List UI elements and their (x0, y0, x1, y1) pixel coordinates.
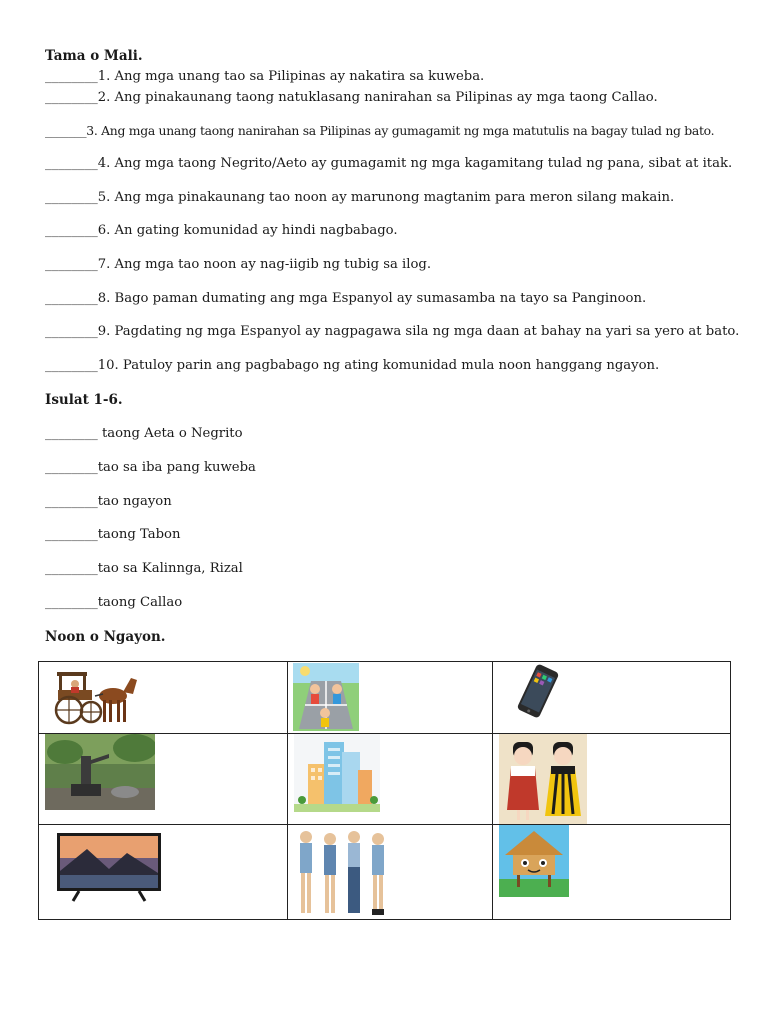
grid-cell-2-3[interactable] (493, 734, 731, 825)
nipa-hut-image (499, 825, 569, 897)
answer-blank[interactable]: ________ (45, 257, 98, 272)
answer-blank[interactable]: ________ (45, 595, 98, 610)
item-text: 1. Ang mga unang tao sa Pilipinas ay nakatira sa kuweba. (97, 69, 485, 84)
true-false-item-8 (45, 290, 646, 308)
item-text: 5. Ang mga pinakaunang tao noon ay marunong magtanim para meron silang makain. (97, 190, 675, 205)
true-false-item-2 (45, 89, 658, 107)
answer-blank[interactable]: ________ (45, 358, 98, 373)
item-text: taong Aeta o Negrito (97, 426, 243, 441)
children-playing-image (293, 663, 359, 731)
horse-carriage-image (51, 666, 141, 728)
true-false-item-7 (45, 256, 431, 274)
answer-blank[interactable]: _______ (45, 123, 87, 138)
answer-blank[interactable]: ________ (45, 527, 98, 542)
grid-cell-1-1[interactable] (39, 662, 288, 734)
picture-grid (38, 661, 731, 920)
true-false-item-3 (45, 122, 714, 140)
true-false-item-1 (45, 68, 484, 86)
item-text: taong Callao (97, 595, 183, 610)
answer-blank[interactable]: ________ (45, 223, 98, 238)
answer-blank[interactable]: ________ (45, 90, 98, 105)
true-false-item-10 (45, 357, 659, 375)
water-pump-image (45, 734, 155, 810)
grid-cell-3-3[interactable] (493, 825, 731, 920)
answer-blank[interactable]: ________ (45, 426, 98, 441)
item-text: 10. Patuloy parin ang pagbabago ng ating komunidad mula noon hanggang ngayon. (97, 358, 660, 373)
write-item-5 (45, 560, 243, 578)
smartphone-image (511, 664, 565, 718)
answer-blank[interactable]: ________ (45, 190, 98, 205)
grid-cell-2-1[interactable] (39, 734, 288, 825)
grid-cell-3-2[interactable] (288, 825, 493, 920)
section-title-noon-o-ngayon: Noon o Ngayon. (45, 629, 166, 645)
item-text: 9. Pagdating ng mga Espanyol ay nagpagawa sila ng mga daan at bahay na yari sa yero at bato. (97, 324, 740, 339)
item-text: tao ngayon (97, 494, 172, 509)
write-item-6 (45, 594, 182, 612)
item-text: 7. Ang mga tao noon ay nag-iigib ng tubig sa ilog. (97, 257, 432, 272)
answer-blank[interactable]: ________ (45, 69, 98, 84)
write-item-1 (45, 425, 243, 443)
write-item-3 (45, 493, 172, 511)
write-item-4 (45, 526, 181, 544)
section-title-tama-o-mali: Tama o Mali. (45, 48, 143, 64)
true-false-item-6 (45, 222, 398, 240)
television-image (57, 831, 161, 903)
item-text: 8. Bago paman dumating ang mga Espanyol ay sumasamba na tayo sa Panginoon. (97, 291, 647, 306)
item-text: 4. Ang mga taong Negrito/Aeto ay gumagamit ng mga kagamitang tulad ng pana, sibat at itak. (97, 156, 733, 171)
answer-blank[interactable]: ________ (45, 324, 98, 339)
filipiniana-dolls-image (499, 734, 587, 824)
answer-blank[interactable]: ________ (45, 291, 98, 306)
item-text: taong Tabon (97, 527, 181, 542)
grid-cell-1-3[interactable] (493, 662, 731, 734)
item-text: tao sa Kalinnga, Rizal (97, 561, 243, 576)
answer-blank[interactable]: ________ (45, 494, 98, 509)
section-title-isulat: Isulat 1-6. (45, 392, 123, 408)
answer-blank[interactable]: ________ (45, 156, 98, 171)
grid-cell-2-2[interactable] (288, 734, 493, 825)
true-false-item-9 (45, 323, 739, 341)
grid-cell-3-1[interactable] (39, 825, 288, 920)
true-false-item-5 (45, 189, 674, 207)
item-text: 2. Ang pinakaunang taong natuklasang nanirahan sa Pilipinas ay mga taong Callao. (97, 90, 658, 105)
answer-blank[interactable]: ________ (45, 561, 98, 576)
answer-blank[interactable]: ________ (45, 460, 98, 475)
item-text: tao sa iba pang kuweba (97, 460, 256, 475)
city-buildings-image (294, 734, 380, 812)
fashion-women-image (292, 827, 396, 919)
true-false-item-4 (45, 155, 732, 173)
item-text: 3. Ang mga unang taong nanirahan sa Pilipinas ay gumagamit ng mga matutulis na bagay tulad ng bato. (86, 123, 715, 138)
grid-cell-1-2[interactable] (288, 662, 493, 734)
write-item-2 (45, 459, 256, 477)
item-text: 6. An gating komunidad ay hindi nagbabago. (97, 223, 398, 238)
